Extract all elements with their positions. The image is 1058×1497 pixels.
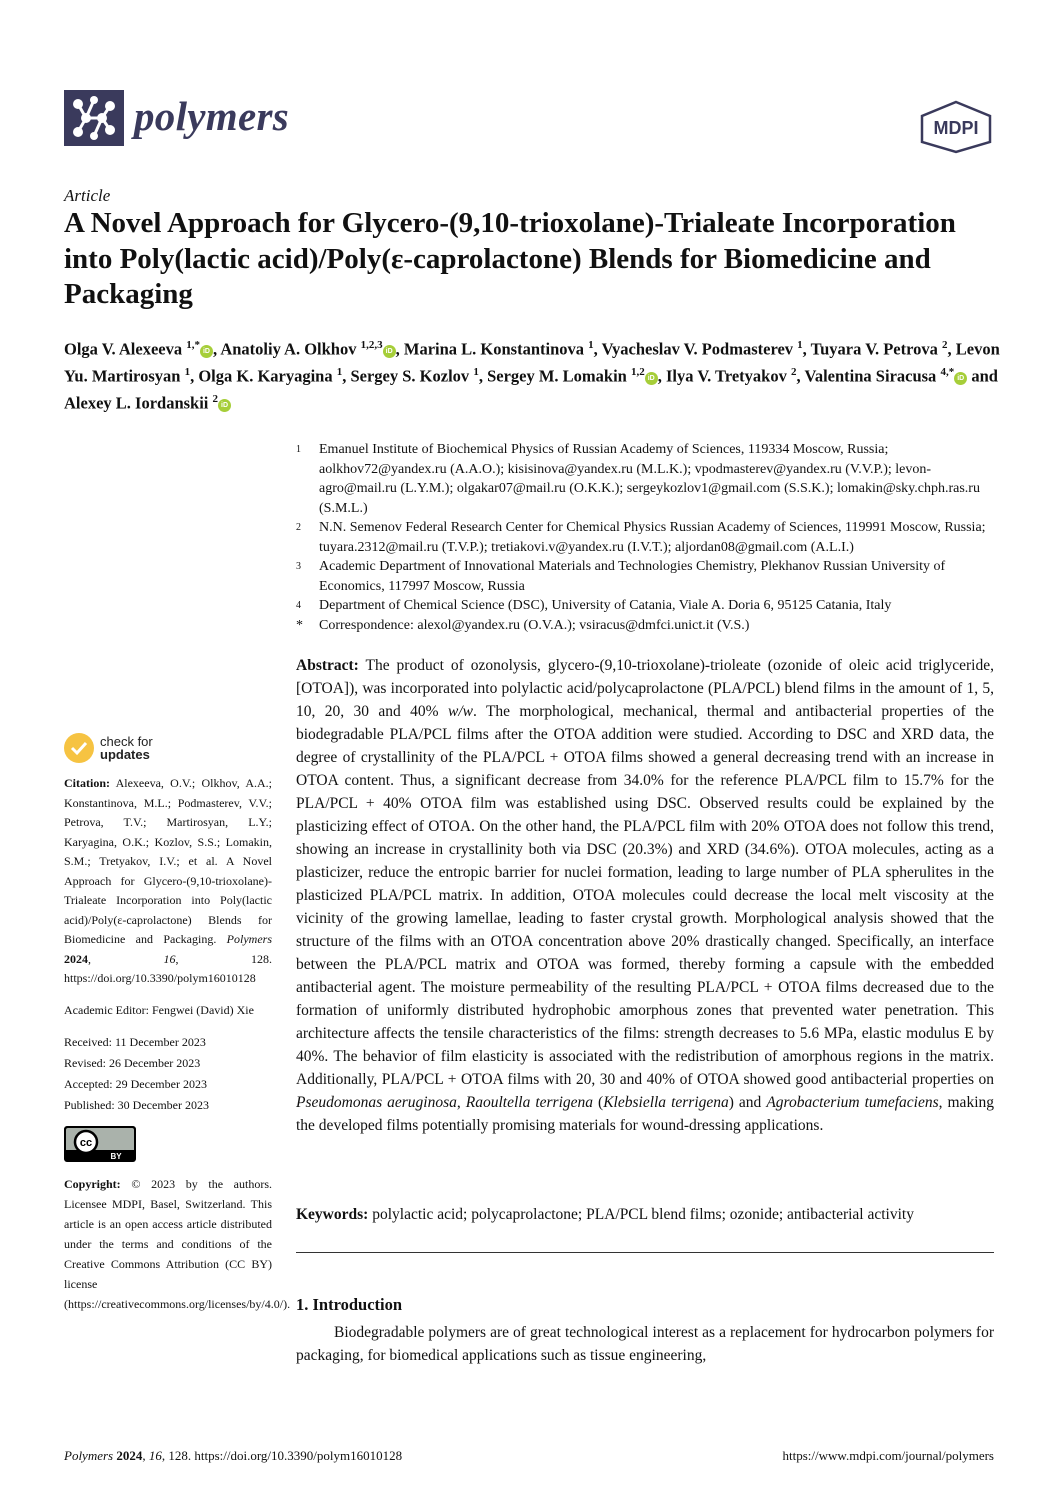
author-affiliation-sup: 1 xyxy=(336,366,343,378)
author-separator: , xyxy=(395,339,404,359)
author-separator: , xyxy=(190,366,199,386)
citation-label: Citation: xyxy=(64,776,110,790)
author-name: Sergey M. Lomakin xyxy=(487,366,627,386)
check-label-2: updates xyxy=(100,747,150,762)
mdpi-hexagon-icon xyxy=(918,100,994,159)
keywords xyxy=(296,1206,994,1224)
affiliation-number: 4 xyxy=(296,600,301,611)
author-name: Ilya V. Tretyakov xyxy=(665,366,787,386)
citation-year: 2024 xyxy=(64,951,88,966)
check-for-updates-icon xyxy=(64,733,94,763)
section-divider xyxy=(296,1252,994,1253)
author-affiliation-sup: 2 xyxy=(942,339,948,351)
citation-text: Alexeeva, O.V.; Olkhov, A.A.; Konstantinova, M.L.; Podmasterev, V.V.; Petrova, T.V.; Martirosyan, L.Y.; Karyagina, O.K.; Kozlov, S.S.; Lomakin, S.M.; Tretyakov, I.V.; et al. A Novel Approach for Glycero-(9,10-trioxolane)-Trialeate Incorporation into Poly(lactic acid)/Poly(ε-caprolactone) Blends for Biomedicine and Packaging. xyxy=(64,776,272,946)
check-label-1: check for xyxy=(100,734,153,749)
author-affiliation-sup: 1 xyxy=(473,366,479,378)
date-revised: Revised: 26 December 2023 xyxy=(64,1056,201,1070)
corresponding-star: * xyxy=(194,339,200,351)
abstract-label: Abstract: xyxy=(296,657,359,674)
footer-year: 2024 xyxy=(116,1448,143,1463)
author-separator: , xyxy=(342,366,351,386)
citation-doi[interactable]: , 128. https://doi.org/10.3390/polym16010128 xyxy=(64,951,272,985)
author-name: Alexey L. Iordanskii xyxy=(64,393,209,413)
affiliations xyxy=(296,440,998,635)
affiliation-text: Department of Chemical Science (DSC), University of Catania, Viale A. Doria 6, 95125 Catania, Italy xyxy=(319,598,892,613)
abstract-part-1: The product of ozonolysis, glycero-(9,10-trioxolane)-trioleate (ozonide of oleic acid triglyceride, [OTOA]), was incorporated into polylactic acid/polycaprolactone (PLA/PCL) blend films in the amount of 1, 5, 10, 20, 30 and 40% xyxy=(296,657,994,720)
author-affiliation-sup: 2 xyxy=(790,366,797,378)
orcid-icon[interactable]: iD xyxy=(954,372,967,385)
author-separator: , xyxy=(657,366,666,386)
author-separator: , xyxy=(478,366,488,386)
check-for-updates-badge[interactable] xyxy=(64,730,272,766)
author-separator: , xyxy=(212,339,221,359)
abstract-ww: w/w xyxy=(447,703,473,720)
author-name: Valentina Siracusa xyxy=(804,366,937,386)
author-separator: , xyxy=(796,366,805,386)
author-affiliation-sup: 1 xyxy=(797,339,803,351)
affiliation-item xyxy=(296,518,998,557)
corresponding-star: * xyxy=(948,366,955,378)
author-separator: , xyxy=(947,339,956,359)
author-affiliation-sup: 4, xyxy=(940,366,949,378)
footer-journal-url[interactable]: https://www.mdpi.com/journal/polymers xyxy=(782,1448,994,1463)
author-list xyxy=(64,334,1004,415)
keywords-text: polylactic acid; polycaprolactone; PLA/PCL blend films; ozonide; antibacterial activity xyxy=(372,1206,914,1223)
cc-text: cc xyxy=(79,1137,93,1149)
affiliation-item xyxy=(296,440,998,518)
cc-by-license-icon[interactable] xyxy=(64,1126,136,1162)
citation-volume: 16 xyxy=(163,951,176,966)
date-published: Published: 30 December 2023 xyxy=(64,1098,209,1112)
copyright-notice xyxy=(64,1174,291,1314)
copyright-label: Copyright: xyxy=(64,1177,121,1191)
article-type: Article xyxy=(64,186,111,205)
author-affiliation-sup: 1,2 xyxy=(630,366,645,378)
affiliation-text: Correspondence: alexol@yandex.ru (O.V.A.); vsiracus@dmfci.unict.it (V.S.) xyxy=(319,617,750,633)
article-title: A Novel Approach for Glycero-(9,10-trioxolane)-Trialeate Incorporation into Poly(lactic acid)/Poly(ε-caprolactone) Blends for Biomedicine and Packaging xyxy=(64,207,956,310)
introduction-paragraph: Biodegradable polymers are of great technological interest as a replacement for hydrocarbon polymers for packaging, for biomedical applications such as tissue engineering, xyxy=(296,1324,994,1364)
affiliation-item xyxy=(296,616,998,636)
footer-volume: 16 xyxy=(148,1448,162,1463)
author-separator: and xyxy=(967,366,998,386)
author-name: Marina L. Konstantinova xyxy=(403,339,585,359)
journal-name: polymers xyxy=(134,93,289,139)
affiliation-text: N.N. Semenov Federal Research Center for Chemical Physics Russian Academy of Sciences, 119991 Moscow, Russia; tuyara.2312@mail.ru (T.V.P.); tretiakovi.v@yandex.ru (I.V.T.); aljordan08@gmail.com (A.L.I.) xyxy=(319,520,986,555)
affiliation-text: Emanuel Institute of Biochemical Physics of Russian Academy of Sciences, 119334 Moscow, Russia; aolkhov72@yandex.ru (A.A.O.); kisisinova@yandex.ru (M.L.K.); vpodmasterev@yandex.ru (V.V.P.); levon-agro@mail.ru (L.Y.M.); olgakar07@mail.ru (O.K.K.); sergeykozlov1@gmail.com (S.S.K.); lomakin@sky.chph.ras.ru (S.M.L.) xyxy=(319,442,980,516)
abstract-organism-2: Raoultella terrigena xyxy=(465,1094,594,1111)
author-name: Anatoliy A. Olkhov xyxy=(220,339,357,359)
author-separator: , xyxy=(802,339,811,359)
author-affiliation-sup: 2 xyxy=(212,393,219,405)
footer-citation: Polymers 2024, 16, 128. https://doi.org/10.3390/polym16010128 xyxy=(64,1448,403,1463)
author-affiliation-sup: 1, xyxy=(186,339,195,351)
footer-doi[interactable]: , 128. https://doi.org/10.3390/polym16010128 xyxy=(161,1448,403,1463)
abstract-organism-3: Klebsiella terrigena xyxy=(603,1094,729,1111)
orcid-icon[interactable]: iD xyxy=(200,345,213,358)
author-name: Tuyara V. Petrova xyxy=(810,339,938,359)
abstract xyxy=(296,654,994,1137)
author-separator: , xyxy=(593,339,602,359)
affiliation-text: Academic Department of Innovational Materials and Technologies Chemistry, Plekhanov Russian University of Economics, 117997 Moscow, Russia xyxy=(319,559,946,594)
footer-journal: Polymers xyxy=(64,1448,114,1463)
affiliation-number: 2 xyxy=(296,522,301,533)
author-name: Levon Yu. Martirosyan xyxy=(64,339,1000,386)
author-affiliation-sup: 1 xyxy=(184,366,191,378)
polymers-molecule-icon xyxy=(64,90,124,146)
orcid-icon[interactable]: iD xyxy=(383,345,396,358)
affiliation-number: * xyxy=(296,617,303,633)
academic-editor: Academic Editor: Fengwei (David) Xie xyxy=(64,1002,254,1017)
affiliation-number: 3 xyxy=(296,561,301,572)
abstract-part-2: . The morphological, mechanical, thermal and antibacterial properties of the biodegradable PLA/PCL films after the OTOA addition were studied. According to DSC and XRD data, the degree of crystallinity of the PLA/PCL + OTOA films showed a general decreasing trend with an increase in OTOA content. Thus, a significant decrease from 34.0% for the reference PLA/PCL film to 15.7% for the PLA/PCL + 40% OTOA film was established using DSC. Observed results could be explained by the plasticizing effect of OTOA. On the other hand, the PLA/PCL film with 20% OTOA does not follow this trend, showing an increase in crystallinity both via DSC (20.3%) and XRD (34.6%). OTOA molecules, acting as a plasticizer, reduce the entropic barrier for nuclei formation, leading to large number of PLA spherulites in the plasticized PLA/PCL matrix. In addition, OTOA molecules could decrease the local melt viscosity at the vicinity of the growing lamellae, leading to faster crystal growth. Morphological analysis showed that the structure of the films with an OTOA concentration above 20% drastically changed. Specifically, an interface between the PLA/PCL matrix and OTOA was formed, thereby forming a capsule with the embedded antibacterial agent. The moisture permeability of the resulting PLA/PCL + OTOA films decreased due to the formation of uniformly distributed hydrophobic amorphous zones that prevented water penetration. This architecture affects the tensile characteristics of the films: strength decreases to 5.6 MPa, elastic modulus E by 40%. The behavior of film elasticity is associated with the redistribution of amorphous regions in the matrix. Additionally, PLA/PCL + OTOA films with 20, 30 and 40% of OTOA showed good antibacterial properties on xyxy=(296,703,994,1088)
abstract-sep-3: ) and xyxy=(728,1094,767,1111)
section-heading-introduction: 1. Introduction xyxy=(296,1295,403,1314)
abstract-sep-1: , xyxy=(456,1094,466,1111)
abstract-part-3: , making the developed films potentially promising materials for wound-dressing applications. xyxy=(296,1094,994,1134)
orcid-icon[interactable]: iD xyxy=(645,372,658,385)
author-name: Vyacheslav V. Podmasterev xyxy=(601,339,794,359)
abstract-organism-1: Pseudomonas aeruginosa xyxy=(296,1094,457,1111)
abstract-sep-2: ( xyxy=(593,1094,604,1111)
citation-journal: Polymers xyxy=(226,932,272,946)
copyright-text: © 2023 by the authors. Licensee MDPI, Basel, Switzerland. This article is an open access article distributed under the terms and conditions of the Creative Commons Attribution (CC BY) license (https://creativecommons.org/licenses/by/4.0/). xyxy=(64,1177,291,1311)
author-name: Olga V. Alexeeva xyxy=(64,339,183,359)
author-affiliation-sup: 1 xyxy=(588,339,594,351)
author-name: Sergey S. Kozlov xyxy=(350,366,470,386)
publisher-logo-text: MDPI xyxy=(933,118,979,138)
abstract-organism-4: Agrobacterium tumefaciens xyxy=(766,1094,939,1111)
orcid-icon[interactable]: iD xyxy=(218,399,231,412)
affiliation-item xyxy=(296,557,998,596)
keywords-label: Keywords: xyxy=(296,1206,369,1223)
author-affiliation-sup: 1,2,3 xyxy=(360,339,383,351)
cc-by-text: BY xyxy=(110,1152,122,1161)
affiliation-item xyxy=(296,596,998,616)
date-received: Received: 11 December 2023 xyxy=(64,1035,206,1049)
affiliation-number: 1 xyxy=(296,444,301,455)
citation: Citation: Alexeeva, O.V.; Olkhov, A.A.; Konstantinova, M.L.; Podmasterev, V.V.; Petrova, T.V.; Martirosyan, L.Y.; Karyagina, O.K.; Kozlov, S.S.; Lomakin, S.M.; Tretyakov, I.V.; et al. A Novel Approach for Glycero-(9,10-trioxolane)-Trialeate Incorporation into Poly(lactic acid)/Poly(ε-caprolactone) Blends for Biomedicine and Packaging. Polymers 2024, 16, 128. https://doi.org/10.3390/polym16010128 xyxy=(64,776,272,985)
date-accepted: Accepted: 29 December 2023 xyxy=(64,1077,207,1091)
author-name: Olga K. Karyagina xyxy=(198,366,333,386)
sidebar xyxy=(64,730,291,1314)
